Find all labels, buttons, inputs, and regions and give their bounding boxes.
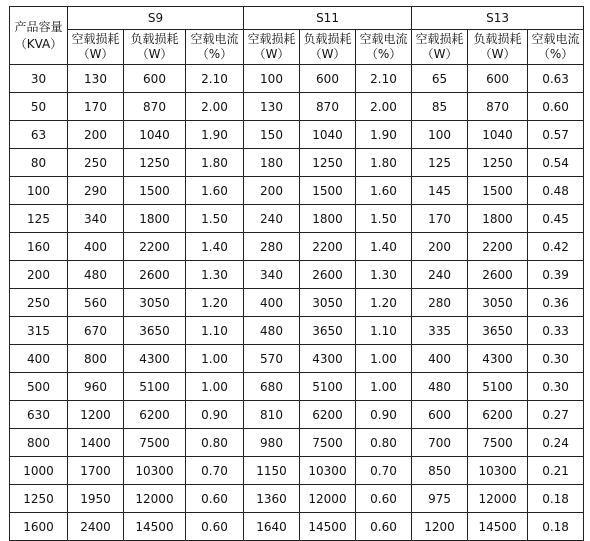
transformer-spec-table <box>9 6 584 541</box>
table-cell: 100 <box>412 121 468 149</box>
table-cell: 1.90 <box>186 121 244 149</box>
table-cell: 800 <box>68 345 124 373</box>
table-cell: 480 <box>68 261 124 289</box>
table-cell: 0.48 <box>528 177 584 205</box>
table-cell: 10300 <box>124 457 186 485</box>
table-cell: 1.60 <box>186 177 244 205</box>
table-row <box>10 93 584 121</box>
table-cell: 0.60 <box>356 485 412 513</box>
table-cell: 2600 <box>300 261 356 289</box>
sub-header-line2: （W） <box>253 47 290 61</box>
table-cell: 1.10 <box>186 317 244 345</box>
table-cell: 480 <box>412 373 468 401</box>
table-cell: 0.21 <box>528 457 584 485</box>
table-cell: 1.50 <box>356 205 412 233</box>
table-cell: 125 <box>412 149 468 177</box>
capacity-cell: 800 <box>10 429 68 457</box>
table-cell: 600 <box>124 65 186 93</box>
sub-header-s9-noload-current <box>186 30 244 65</box>
table-cell: 1500 <box>468 177 528 205</box>
table-cell: 200 <box>68 121 124 149</box>
table-cell: 2200 <box>300 233 356 261</box>
sub-header-line2: （%） <box>196 47 233 61</box>
table-row <box>10 513 584 541</box>
table-container <box>9 6 584 541</box>
table-cell: 1250 <box>300 149 356 177</box>
table-cell: 65 <box>412 65 468 93</box>
table-cell: 0.18 <box>528 485 584 513</box>
table-cell: 1.20 <box>356 289 412 317</box>
table-cell: 150 <box>244 121 300 149</box>
table-row <box>10 121 584 149</box>
sub-header-line1: 空载损耗 <box>247 32 296 46</box>
table-cell: 400 <box>412 345 468 373</box>
table-cell: 0.90 <box>356 401 412 429</box>
table-cell: 0.42 <box>528 233 584 261</box>
table-cell: 170 <box>412 205 468 233</box>
sub-header-line2: （%） <box>365 47 402 61</box>
table-cell: 2.00 <box>356 93 412 121</box>
table-cell: 130 <box>68 65 124 93</box>
capacity-cell: 100 <box>10 177 68 205</box>
table-cell: 1.00 <box>356 345 412 373</box>
table-cell: 1040 <box>300 121 356 149</box>
capacity-cell: 630 <box>10 401 68 429</box>
table-cell: 975 <box>412 485 468 513</box>
table-cell: 3050 <box>300 289 356 317</box>
table-cell: 5100 <box>300 373 356 401</box>
table-cell: 0.60 <box>186 513 244 541</box>
table-cell: 340 <box>244 261 300 289</box>
sub-header-line2: （W） <box>309 47 346 61</box>
table-cell: 0.57 <box>528 121 584 149</box>
table-cell: 1800 <box>300 205 356 233</box>
sub-header-s9-noload-loss <box>68 30 124 65</box>
table-cell: 7500 <box>300 429 356 457</box>
capacity-cell: 63 <box>10 121 68 149</box>
table-row <box>10 457 584 485</box>
table-cell: 1400 <box>68 429 124 457</box>
group-header-s13: S13 <box>412 7 584 30</box>
table-cell: 180 <box>244 149 300 177</box>
table-cell: 130 <box>244 93 300 121</box>
table-cell: 12000 <box>468 485 528 513</box>
sub-header-line2: （W） <box>479 47 516 61</box>
table-cell: 870 <box>468 93 528 121</box>
table-row <box>10 149 584 177</box>
table-cell: 1.20 <box>186 289 244 317</box>
table-cell: 280 <box>412 289 468 317</box>
table-cell: 1.00 <box>356 373 412 401</box>
table-cell: 85 <box>412 93 468 121</box>
sub-header-s11-load-loss <box>300 30 356 65</box>
capacity-header-line2: （KVA） <box>14 36 63 51</box>
sub-header-line1: 负载损耗 <box>303 32 352 46</box>
table-cell: 2.10 <box>356 65 412 93</box>
table-cell: 0.54 <box>528 149 584 177</box>
table-cell: 1.80 <box>356 149 412 177</box>
table-row <box>10 289 584 317</box>
table-cell: 2.00 <box>186 93 244 121</box>
table-cell: 6200 <box>124 401 186 429</box>
table-cell: 670 <box>68 317 124 345</box>
table-cell: 4300 <box>124 345 186 373</box>
table-cell: 5100 <box>468 373 528 401</box>
group-header-s11: S11 <box>244 7 412 30</box>
sub-header-line2: （W） <box>421 47 458 61</box>
table-cell: 335 <box>412 317 468 345</box>
table-cell: 980 <box>244 429 300 457</box>
table-cell: 0.18 <box>528 513 584 541</box>
table-cell: 0.60 <box>528 93 584 121</box>
table-cell: 145 <box>412 177 468 205</box>
sub-header-line2: （W） <box>136 47 173 61</box>
capacity-cell: 50 <box>10 93 68 121</box>
table-cell: 0.70 <box>356 457 412 485</box>
table-cell: 10300 <box>468 457 528 485</box>
table-cell: 1.30 <box>356 261 412 289</box>
table-cell: 3050 <box>468 289 528 317</box>
table-cell: 4300 <box>468 345 528 373</box>
capacity-cell: 1600 <box>10 513 68 541</box>
sub-header-line1: 空载电流 <box>531 32 580 46</box>
table-row <box>10 317 584 345</box>
table-cell: 0.90 <box>186 401 244 429</box>
capacity-cell: 160 <box>10 233 68 261</box>
table-cell: 1800 <box>468 205 528 233</box>
table-cell: 0.27 <box>528 401 584 429</box>
table-cell: 240 <box>244 205 300 233</box>
table-row <box>10 177 584 205</box>
table-cell: 6200 <box>468 401 528 429</box>
table-cell: 0.30 <box>528 373 584 401</box>
table-cell: 14500 <box>300 513 356 541</box>
table-cell: 0.70 <box>186 457 244 485</box>
table-cell: 7500 <box>124 429 186 457</box>
table-cell: 0.33 <box>528 317 584 345</box>
table-row <box>10 401 584 429</box>
table-cell: 250 <box>68 149 124 177</box>
table-cell: 2600 <box>468 261 528 289</box>
table-cell: 3650 <box>300 317 356 345</box>
table-cell: 1.80 <box>186 149 244 177</box>
table-cell: 680 <box>244 373 300 401</box>
table-cell: 1.90 <box>356 121 412 149</box>
table-cell: 0.80 <box>356 429 412 457</box>
table-cell: 1700 <box>68 457 124 485</box>
table-cell: 870 <box>300 93 356 121</box>
table-cell: 10300 <box>300 457 356 485</box>
table-cell: 1640 <box>244 513 300 541</box>
table-row <box>10 345 584 373</box>
table-body <box>10 65 584 541</box>
table-cell: 1500 <box>124 177 186 205</box>
table-cell: 0.24 <box>528 429 584 457</box>
table-cell: 340 <box>68 205 124 233</box>
table-cell: 1040 <box>468 121 528 149</box>
capacity-header <box>10 7 68 65</box>
sub-header-row <box>10 30 584 65</box>
table-row <box>10 205 584 233</box>
table-cell: 400 <box>244 289 300 317</box>
table-cell: 0.39 <box>528 261 584 289</box>
table-cell: 200 <box>412 233 468 261</box>
table-cell: 1.40 <box>356 233 412 261</box>
capacity-cell: 125 <box>10 205 68 233</box>
capacity-cell: 80 <box>10 149 68 177</box>
table-cell: 1250 <box>124 149 186 177</box>
table-cell: 1150 <box>244 457 300 485</box>
table-cell: 850 <box>412 457 468 485</box>
table-cell: 3050 <box>124 289 186 317</box>
table-cell: 810 <box>244 401 300 429</box>
table-cell: 1200 <box>412 513 468 541</box>
table-cell: 600 <box>468 65 528 93</box>
sub-header-line2: （%） <box>537 47 574 61</box>
sub-header-line1: 空载损耗 <box>71 32 120 46</box>
table-cell: 5100 <box>124 373 186 401</box>
table-cell: 200 <box>244 177 300 205</box>
capacity-cell: 315 <box>10 317 68 345</box>
table-cell: 3650 <box>468 317 528 345</box>
table-cell: 1.00 <box>186 373 244 401</box>
table-cell: 400 <box>68 233 124 261</box>
group-header-s9: S9 <box>68 7 244 30</box>
table-cell: 3650 <box>124 317 186 345</box>
table-cell: 700 <box>412 429 468 457</box>
capacity-header-line1: 产品容量 <box>14 19 63 34</box>
table-cell: 7500 <box>468 429 528 457</box>
capacity-cell: 1250 <box>10 485 68 513</box>
table-cell: 1360 <box>244 485 300 513</box>
table-cell: 570 <box>244 345 300 373</box>
table-cell: 170 <box>68 93 124 121</box>
table-cell: 2600 <box>124 261 186 289</box>
table-cell: 1.40 <box>186 233 244 261</box>
table-cell: 280 <box>244 233 300 261</box>
capacity-cell: 200 <box>10 261 68 289</box>
table-cell: 480 <box>244 317 300 345</box>
table-cell: 1040 <box>124 121 186 149</box>
capacity-cell: 250 <box>10 289 68 317</box>
table-cell: 240 <box>412 261 468 289</box>
table-cell: 1.50 <box>186 205 244 233</box>
table-cell: 14500 <box>124 513 186 541</box>
table-row <box>10 65 584 93</box>
table-cell: 600 <box>412 401 468 429</box>
table-cell: 0.30 <box>528 345 584 373</box>
sub-header-line1: 空载电流 <box>190 32 239 46</box>
table-cell: 0.60 <box>186 485 244 513</box>
table-row <box>10 485 584 513</box>
table-cell: 12000 <box>124 485 186 513</box>
table-cell: 1500 <box>300 177 356 205</box>
sub-header-s13-noload-loss <box>412 30 468 65</box>
sub-header-line1: 负载损耗 <box>473 32 522 46</box>
table-cell: 1800 <box>124 205 186 233</box>
sub-header-line1: 负载损耗 <box>130 32 179 46</box>
table-cell: 6200 <box>300 401 356 429</box>
table-cell: 1.30 <box>186 261 244 289</box>
sub-header-line2: （W） <box>77 47 114 61</box>
table-cell: 0.63 <box>528 65 584 93</box>
table-cell: 14500 <box>468 513 528 541</box>
sub-header-s9-load-loss <box>124 30 186 65</box>
sub-header-s11-noload-loss <box>244 30 300 65</box>
table-cell: 1200 <box>68 401 124 429</box>
table-cell: 2200 <box>468 233 528 261</box>
capacity-cell: 30 <box>10 65 68 93</box>
table-cell: 2400 <box>68 513 124 541</box>
table-cell: 4300 <box>300 345 356 373</box>
table-row <box>10 429 584 457</box>
sub-header-s13-noload-current <box>528 30 584 65</box>
table-cell: 560 <box>68 289 124 317</box>
table-cell: 960 <box>68 373 124 401</box>
sub-header-line1: 空载电流 <box>359 32 408 46</box>
sub-header-line1: 空载损耗 <box>415 32 464 46</box>
table-cell: 0.36 <box>528 289 584 317</box>
table-row <box>10 261 584 289</box>
table-cell: 2200 <box>124 233 186 261</box>
table-cell: 870 <box>124 93 186 121</box>
table-cell: 100 <box>244 65 300 93</box>
table-cell: 0.60 <box>356 513 412 541</box>
table-cell: 1950 <box>68 485 124 513</box>
table-row <box>10 233 584 261</box>
capacity-cell: 400 <box>10 345 68 373</box>
table-cell: 12000 <box>300 485 356 513</box>
sub-header-s11-noload-current <box>356 30 412 65</box>
table-cell: 600 <box>300 65 356 93</box>
table-cell: 1.60 <box>356 177 412 205</box>
capacity-cell: 1000 <box>10 457 68 485</box>
table-cell: 2.10 <box>186 65 244 93</box>
table-cell: 0.80 <box>186 429 244 457</box>
table-cell: 1250 <box>468 149 528 177</box>
sub-header-s13-load-loss <box>468 30 528 65</box>
table-cell: 1.10 <box>356 317 412 345</box>
table-row <box>10 373 584 401</box>
capacity-cell: 500 <box>10 373 68 401</box>
table-cell: 1.00 <box>186 345 244 373</box>
table-cell: 0.45 <box>528 205 584 233</box>
table-cell: 290 <box>68 177 124 205</box>
